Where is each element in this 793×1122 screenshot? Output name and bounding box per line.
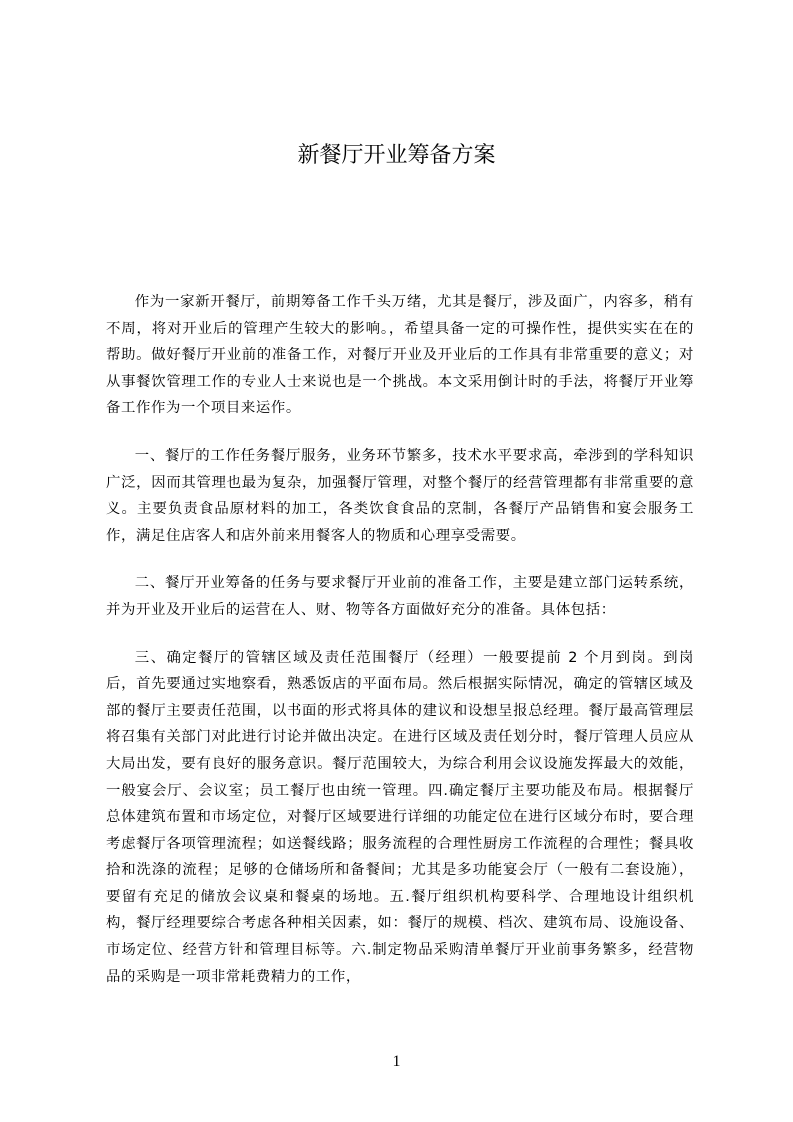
page-number: 1 bbox=[392, 1053, 401, 1070]
paragraph-section-2: 二、餐厅开业筹备的任务与要求餐厅开业前的准备工作，主要是建立部门运转系统，并为开业及开业后的运营在人、财、物等各方面做好充分的准备。具体包括： bbox=[106, 575, 694, 618]
paragraph-intro: 作为一家新开餐厅，前期筹备工作千头万绪，尤其是餐厅，涉及面广，内容多，稍有不周，将对开业后的管理产生较大的影响。，希望具备一定的可操作性，提供实实在在的帮助。做好餐厅开业前的准备工作，对餐厅开业及开业后的工作具有非常重要的意义；对从事餐饮管理工作的专业人士来说也是一个挑战。本文采用倒计时的手法，将餐厅开业筹备工作作为一个项目来运作。 bbox=[106, 294, 694, 417]
document-body bbox=[106, 289, 694, 1011]
document-title: 新餐厅开业筹备方案 bbox=[297, 143, 496, 168]
paragraph-section-3: 三、确定餐厅的管辖区域及责任范围餐厅（经理）一般要提前 2 个月到岗。到岗后，首先要通过实地察看，熟悉饭店的平面布局。然后根据实际情况，确定的管辖区域及部的餐厅主要责任范围，以书面的形式将具体的建议和设想呈报总经理。餐厅最高管理层将召集有关部门对此进行讨论并做出决定。在进行区域及责任划分时，餐厅管理人员应从大局出发，要有良好的服务意识。餐厅范围较大，为综合利用会议设施发挥最大的效能，一般宴会厅、会议室；员工餐厅也由统一管理。四.确定餐厅主要功能及布局。根据餐厅总体建筑布置和市场定位，对餐厅区域要进行详细的功能定位在进行区域分布时，要合理考虑餐厅各项管理流程；如送餐线路；服务流程的合理性厨房工作流程的合理性；餐具收拾和洗涤的流程；足够的仓储场所和备餐间；尤其是多功能宴会厅（一般有二套设施），要留有充足的储放会议桌和餐桌的场地。五.餐厅组织机构要科学、合理地设计组织机构，餐厅经理要综合考虑各种相关因素，如：餐厅的规模、档次、建筑布局、设施设备、市场定位、经营方针和管理目标等。六.制定物品采购清单餐厅开业前事务繁多，经营物品的采购是一项非常耗费精力的工作， bbox=[106, 649, 694, 985]
paragraph-section-1: 一、餐厅的工作任务餐厅服务，业务环节繁多，技术水平要求高，牵涉到的学科知识广泛，因而其管理也最为复杂，加强餐厅管理，对整个餐厅的经营管理都有非常重要的意义。主要负责食品原材料的加工，各类饮食食品的烹制，各餐厅产品销售和宴会服务工作，满足住店客人和店外前来用餐客人的物质和心理享受需要。 bbox=[106, 447, 694, 544]
